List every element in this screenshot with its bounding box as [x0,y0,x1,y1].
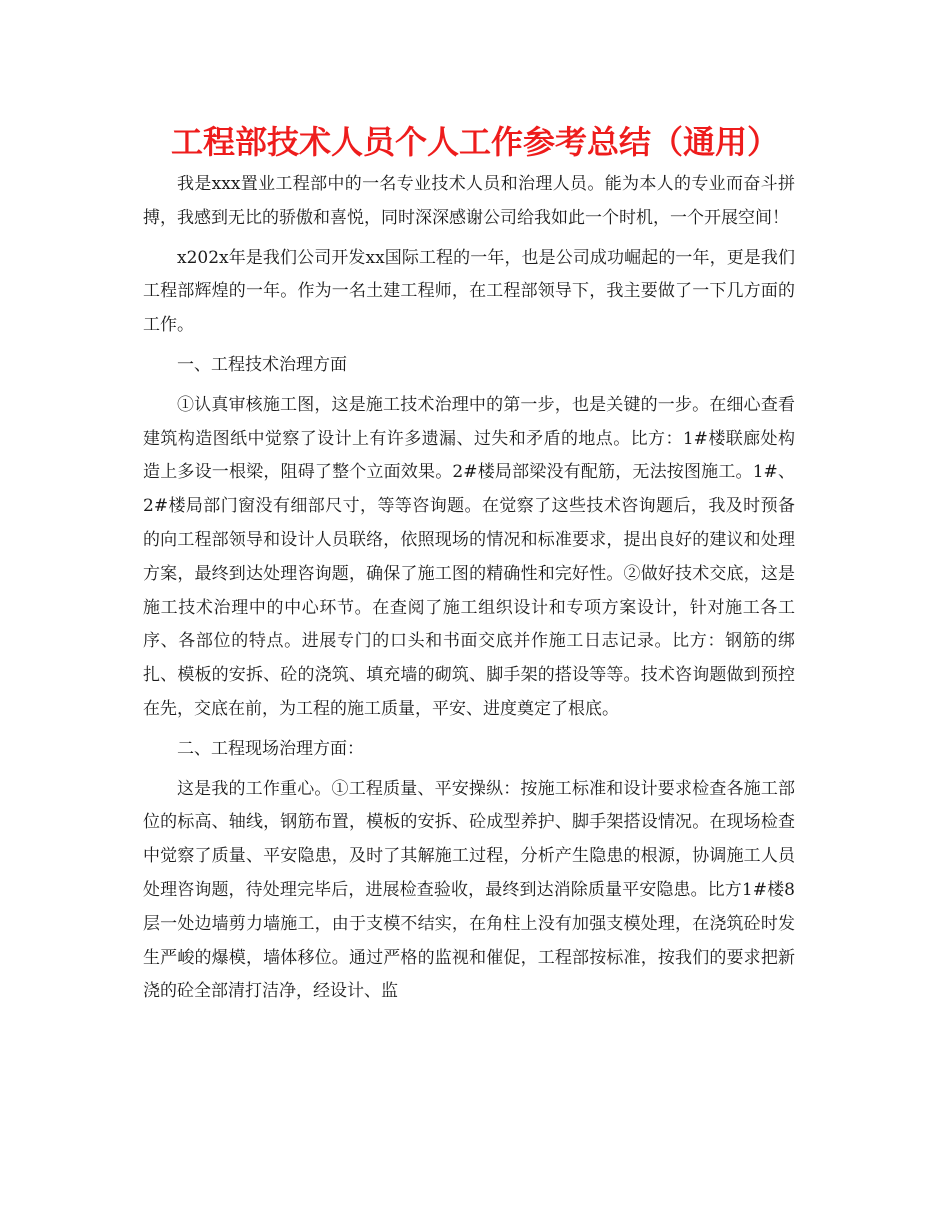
paragraph-technical-management: ①认真审核施工图，这是施工技术治理中的第一步，也是关键的一步。在细心查看建筑构造图纸中觉察了设计上有许多遗漏、过失和矛盾的地点。比方：1#楼联廊处构造上多设一根梁，阻碍了整个立面效果。2#楼局部梁没有配筋，无法按图施工。1#、2#楼局部门窗没有细部尺寸，等等咨询题。在觉察了这些技术咨询题后，我及时预备的向工程部领导和设计人员联络，依照现场的情况和标准要求，提出良好的建议和处理方案，最终到达处理咨询题，确保了施工图的精确性和完好性。②做好技术交底，这是施工技术治理中的中心环节。在查阅了施工组织设计和专项方案设计，针对施工各工序、各部位的特点。进展专门的口头和书面交底并作施工日志记录。比方：钢筋的绑扎、模板的安拆、砼的浇筑、填充墙的砌筑、脚手架的搭设等等。技术咨询题做到预控在先，交底在前，为工程的施工质量，平安、进度奠定了根底。 [143,394,795,719]
paragraph-intro: 我是xxx置业工程部中的一名专业技术人员和治理人员。能为本人的专业而奋斗拼搏，我感到无比的骄傲和喜悦，同时深深感谢公司给我如此一个时机，一个开展空间！ [143,174,795,228]
paragraph-site-management: 这是我的工作重心。①工程质量、平安操纵：按施工标准和设计要求检查各施工部位的标高、轴线，钢筋布置，模板的安拆、砼成型养护、脚手架搭设情况。在现场检查中觉察了质量、平安隐患，及时了其解施工过程，分析产生隐患的根源，协调施工人员处理咨询题，待处理完毕后，进展检查验收，最终到达消除质量平安隐患。比方1#楼8层一处边墙剪力墙施工，由于支模不结实，在角柱上没有加强支模处理，在浇筑砼时发生严峻的爆模，墙体移位。通过严格的监视和催促，工程部按标准，按我们的要求把新浇的砼全部清打洁净，经设计、监 [143,778,795,1002]
document-title: 工程部技术人员个人工作参考总结（通用） [170,123,779,161]
paragraph-year-overview: x202x年是我们公司开发xx国际工程的一年，也是公司成功崛起的一年，更是我们工程部辉煌的一年。作为一名土建工程师，在工程部领导下，我主要做了一下几方面的工作。 [143,247,795,336]
section-heading-technical-management: 一、工程技术治理方面 [177,354,347,375]
section-heading-site-management: 二、工程现场治理方面： [177,738,364,759]
document-body [143,168,795,1015]
